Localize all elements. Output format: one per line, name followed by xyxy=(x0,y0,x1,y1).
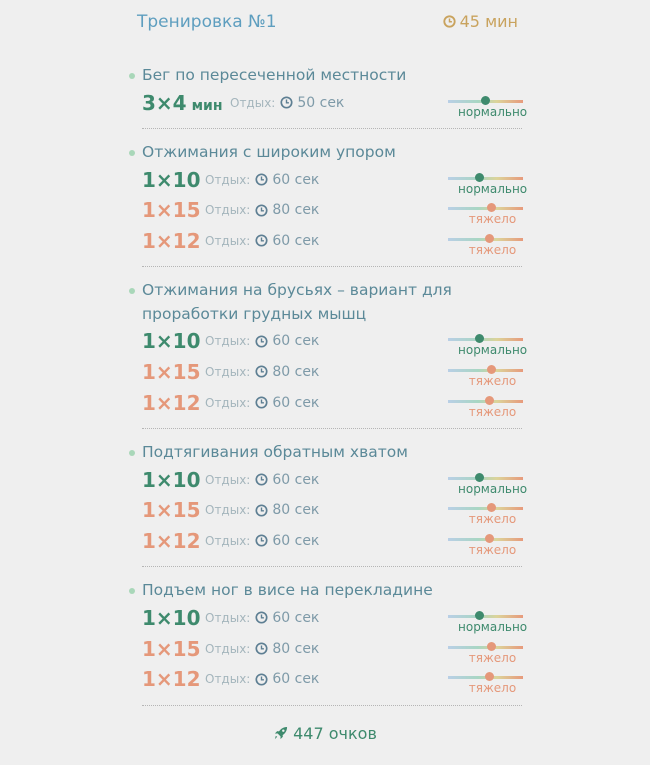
exercise-name: Отжимания на брусьях – вариант для проработки грудных мышц xyxy=(142,281,452,323)
bullet-dot xyxy=(129,588,135,594)
clock-icon xyxy=(255,365,268,378)
intensity-label: тяжело xyxy=(468,512,517,527)
set-row xyxy=(128,226,522,257)
rest-info xyxy=(205,641,319,657)
intensity-track xyxy=(448,338,523,341)
rest-label: Отдых: xyxy=(205,364,251,379)
intensity-label: тяжело xyxy=(468,242,517,257)
clock-icon xyxy=(255,335,268,348)
exercise-title xyxy=(128,579,522,603)
clock-icon xyxy=(255,642,268,655)
exercise-card xyxy=(128,279,528,429)
rest-info xyxy=(205,533,319,549)
rest-value: 80 сек xyxy=(272,502,320,519)
exercise-name: Подъем ног в висе на перекладине xyxy=(142,581,433,600)
intensity-meter xyxy=(448,332,528,358)
rest-value: 60 сек xyxy=(272,671,320,688)
set-row xyxy=(128,664,522,695)
intensity-knob xyxy=(487,203,496,212)
rest-value: 60 сек xyxy=(272,232,320,249)
score-footer xyxy=(0,724,650,745)
rest-value: 80 сек xyxy=(272,202,320,219)
intensity-track xyxy=(448,177,523,180)
rest-value: 60 сек xyxy=(272,171,320,188)
intensity-track xyxy=(448,507,523,510)
rest-label: Отдых: xyxy=(205,672,251,687)
exercise-title xyxy=(128,279,522,326)
clock-icon xyxy=(255,504,268,517)
clock-icon xyxy=(255,234,268,247)
intensity-label: тяжело xyxy=(468,373,517,388)
clock-icon xyxy=(255,473,268,486)
rest-label: Отдых: xyxy=(205,533,251,548)
intensity-meter xyxy=(448,394,523,419)
exercise-card xyxy=(128,441,528,567)
intensity-meter xyxy=(448,532,523,557)
clock-icon xyxy=(443,15,456,28)
intensity-meter xyxy=(448,201,523,227)
rest-info xyxy=(205,502,319,518)
intensity-knob xyxy=(487,365,496,374)
rest-info xyxy=(205,671,319,687)
duration-text: 45 мин xyxy=(459,12,518,31)
intensity-label: тяжело xyxy=(468,404,517,419)
intensity-label: тяжело xyxy=(468,212,517,227)
intensity-knob xyxy=(475,611,484,620)
intensity-label: нормально xyxy=(458,481,528,496)
set-row xyxy=(128,195,522,226)
divider xyxy=(142,566,522,567)
bullet-dot xyxy=(129,288,135,294)
rest-label: Отдых: xyxy=(205,395,251,410)
clock-icon xyxy=(255,173,268,186)
set-reps: 1×10 xyxy=(142,605,201,630)
exercise-name: Подтягивания обратным хватом xyxy=(142,443,408,462)
bullet-dot xyxy=(129,150,135,156)
exercise-card xyxy=(128,141,528,267)
divider xyxy=(142,428,522,429)
clock-icon xyxy=(255,396,268,409)
set-reps: 1×15 xyxy=(142,636,201,661)
intensity-meter xyxy=(448,363,523,388)
intensity-label: тяжело xyxy=(468,650,517,665)
workout-duration xyxy=(443,12,518,31)
rest-info xyxy=(205,233,319,249)
rest-label: Отдых: xyxy=(205,334,251,349)
clock-icon xyxy=(255,204,268,217)
rest-info xyxy=(205,472,319,488)
workout-title: Тренировка №1 xyxy=(137,12,277,32)
intensity-track xyxy=(448,646,523,649)
rest-value: 60 сек xyxy=(272,394,320,411)
set-reps: 1×12 xyxy=(142,667,201,692)
intensity-meter xyxy=(448,501,523,527)
reps-unit: мин xyxy=(191,97,223,114)
set-row xyxy=(128,326,528,358)
rest-label: Отдых: xyxy=(205,610,251,625)
intensity-knob xyxy=(485,672,494,681)
rest-label: Отдых: xyxy=(205,233,251,248)
intensity-track xyxy=(448,369,523,372)
intensity-knob xyxy=(487,642,496,651)
set-row xyxy=(128,388,522,419)
intensity-label: нормально xyxy=(458,104,528,119)
rest-info xyxy=(205,364,319,380)
exercise-title xyxy=(128,64,522,88)
workout-header xyxy=(137,12,520,34)
exercise-card xyxy=(128,64,528,129)
rest-value: 60 сек xyxy=(272,609,320,626)
intensity-knob xyxy=(475,173,484,182)
rest-value: 50 сек xyxy=(297,94,345,111)
set-row xyxy=(128,88,528,119)
set-row xyxy=(128,526,522,557)
intensity-meter xyxy=(448,640,523,665)
clock-icon xyxy=(280,96,293,109)
intensity-track xyxy=(448,615,523,618)
intensity-knob xyxy=(475,334,484,343)
rest-info xyxy=(205,610,319,626)
rest-label: Отдых: xyxy=(205,472,251,487)
intensity-label: нормально xyxy=(458,181,528,196)
bullet-dot xyxy=(129,73,135,79)
exercise-name: Отжимания с широким упором xyxy=(142,143,396,162)
rest-info xyxy=(205,172,319,188)
intensity-meter xyxy=(448,94,528,119)
rest-value: 60 сек xyxy=(272,333,320,350)
intensity-label: нормально xyxy=(458,619,528,634)
exercise-list xyxy=(0,64,650,718)
intensity-meter xyxy=(448,609,528,634)
rest-value: 80 сек xyxy=(272,640,320,657)
exercise-card xyxy=(128,579,528,705)
intensity-track xyxy=(448,207,523,210)
bullet-dot xyxy=(129,450,135,456)
set-row xyxy=(128,357,522,388)
rocket-icon xyxy=(273,726,288,741)
set-row xyxy=(128,465,528,496)
rest-value: 60 сек xyxy=(272,471,320,488)
divider xyxy=(142,128,522,129)
clock-icon xyxy=(255,611,268,624)
divider xyxy=(142,266,522,267)
intensity-knob xyxy=(487,503,496,512)
set-reps: 1×10 xyxy=(142,329,201,354)
clock-icon xyxy=(255,534,268,547)
rest-info xyxy=(205,395,319,411)
divider xyxy=(142,705,522,706)
rest-info xyxy=(230,95,344,111)
intensity-label: тяжело xyxy=(468,681,517,696)
set-reps: 1×12 xyxy=(142,528,201,553)
set-row xyxy=(128,603,528,634)
intensity-knob xyxy=(481,96,490,105)
set-reps: 3×4 мин xyxy=(142,90,223,115)
set-row xyxy=(128,495,522,526)
exercise-title xyxy=(128,441,522,465)
intensity-meter xyxy=(448,232,523,257)
set-reps: 1×12 xyxy=(142,390,201,415)
rest-info xyxy=(205,333,319,349)
set-reps: 1×12 xyxy=(142,228,201,253)
rest-value: 80 сек xyxy=(272,363,320,380)
rest-label: Отдых: xyxy=(230,95,276,110)
intensity-label: нормально xyxy=(458,343,528,358)
intensity-knob xyxy=(485,234,494,243)
set-reps: 1×15 xyxy=(142,198,201,223)
intensity-knob xyxy=(475,473,484,482)
set-reps: 1×10 xyxy=(142,167,201,192)
intensity-label: тяжело xyxy=(468,542,517,557)
rest-value: 60 сек xyxy=(272,532,320,549)
set-reps: 1×15 xyxy=(142,359,201,384)
exercise-name: Бег по пересеченной местности xyxy=(142,66,407,84)
intensity-meter xyxy=(448,171,528,196)
rest-label: Отдых: xyxy=(205,172,251,187)
set-reps: 1×10 xyxy=(142,467,201,492)
set-row xyxy=(128,165,528,196)
rest-info xyxy=(205,202,319,218)
intensity-meter xyxy=(448,670,523,696)
set-row xyxy=(128,634,522,665)
intensity-track xyxy=(448,477,523,480)
intensity-knob xyxy=(485,396,494,405)
rest-label: Отдых: xyxy=(205,641,251,656)
intensity-knob xyxy=(485,534,494,543)
intensity-meter xyxy=(448,471,528,496)
exercise-title xyxy=(128,141,522,165)
points-text: 447 очков xyxy=(293,724,377,743)
set-reps: 1×15 xyxy=(142,498,201,523)
rest-label: Отдых: xyxy=(205,203,251,218)
clock-icon xyxy=(255,673,268,686)
rest-label: Отдых: xyxy=(205,503,251,518)
